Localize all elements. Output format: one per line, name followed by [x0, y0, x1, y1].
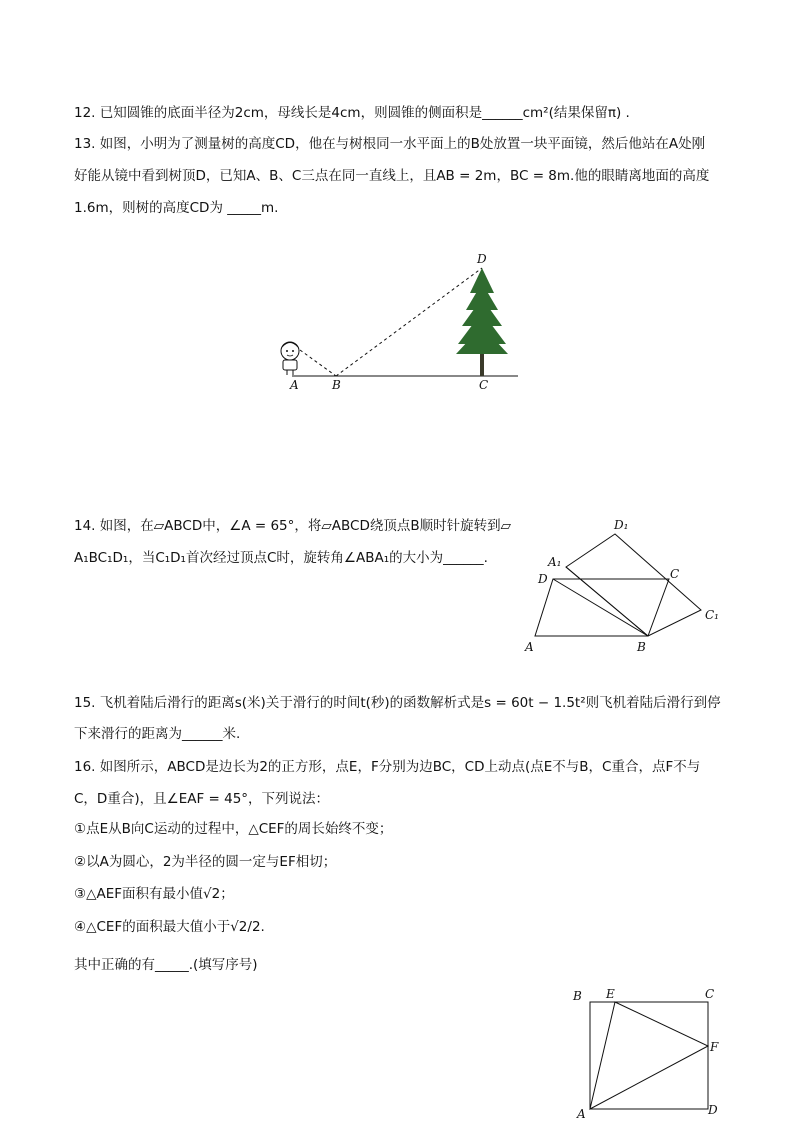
question-13-line-2: 好能从镜中看到树顶D，已知A、B、C三点在同一直线上，且AB = 2m，BC = 8m.他的眼睛离地面的高度: [74, 168, 710, 184]
label-D: D: [538, 572, 548, 586]
question-16-option-2: ②以A为圆心，2为半径的圆一定与EF相切；: [74, 854, 337, 870]
boy-icon: [281, 342, 299, 375]
question-16-line-2: C，D重合)，且∠EAF = 45°，下列说法：: [74, 791, 330, 807]
label-B: B: [637, 640, 646, 654]
label-A1: A₁: [548, 555, 562, 569]
segment-A1B: [553, 579, 648, 636]
question-13-line-3: 1.6m，则树的高度CD为 _____m.: [74, 200, 279, 216]
question-14-line-1: 14. 如图，在▱ABCD中，∠A = 65°，将▱ABCD绕顶点B顺时针旋转到▱: [74, 518, 511, 534]
label-C: C: [670, 567, 680, 581]
question-16-option-4: ④△CEF的面积最大值小于√2/2.: [74, 919, 265, 935]
question-12: 12. 已知圆锥的底面半径为2cm，母线长是4cm，则圆锥的侧面积是______cm²(结果保留π) .: [74, 105, 630, 121]
label-A: A: [290, 378, 299, 392]
question-16-option-3: ③△AEF面积有最小值√2；: [74, 886, 234, 902]
label-B: B: [573, 989, 582, 1003]
question-13-line-1: 13. 如图，小明为了测量树的高度CD，他在与树根同一水平面上的B处放置一块平面镜，然后他站在A处刚: [74, 136, 706, 152]
question-14-line-2: A₁BC₁D₁，当C₁D₁首次经过顶点C时，旋转角∠ABA₁的大小为______.: [74, 550, 488, 566]
label-F: F: [710, 1040, 719, 1054]
question-16-line-1: 16. 如图所示，ABCD是边长为2的正方形，点E，F分别为边BC，CD上动点(点E不与B，C重合，点F不与: [74, 759, 701, 775]
label-C: C: [479, 378, 489, 392]
label-A: A: [525, 640, 534, 654]
question-15-line-2: 下来滑行的距离为______米.: [74, 726, 241, 742]
q13-mirror-tree-figure: [270, 248, 530, 398]
label-C: C: [705, 987, 715, 1001]
label-E: E: [606, 987, 615, 1001]
label-D1: D₁: [614, 518, 629, 532]
q14-parallelogram-figure: [518, 515, 728, 655]
label-D: D: [708, 1103, 718, 1117]
label-A: A: [577, 1107, 586, 1121]
question-15-line-1: 15. 飞机着陆后滑行的距离s(米)关于滑行的时间t(秒)的函数解析式是s = 60t − 1.5t²则飞机着陆后滑行到停: [74, 695, 721, 711]
label-B: B: [332, 378, 341, 392]
q16-square-figure: [565, 985, 725, 1120]
tree-icon: [456, 268, 508, 376]
question-16-option-1: ①点E从B向C运动的过程中，△CEF的周长始终不变；: [74, 821, 393, 837]
label-D: D: [477, 252, 487, 266]
label-C1: C₁: [705, 608, 719, 622]
question-16-answer-prompt: 其中正确的有_____.(填写序号): [74, 957, 258, 973]
